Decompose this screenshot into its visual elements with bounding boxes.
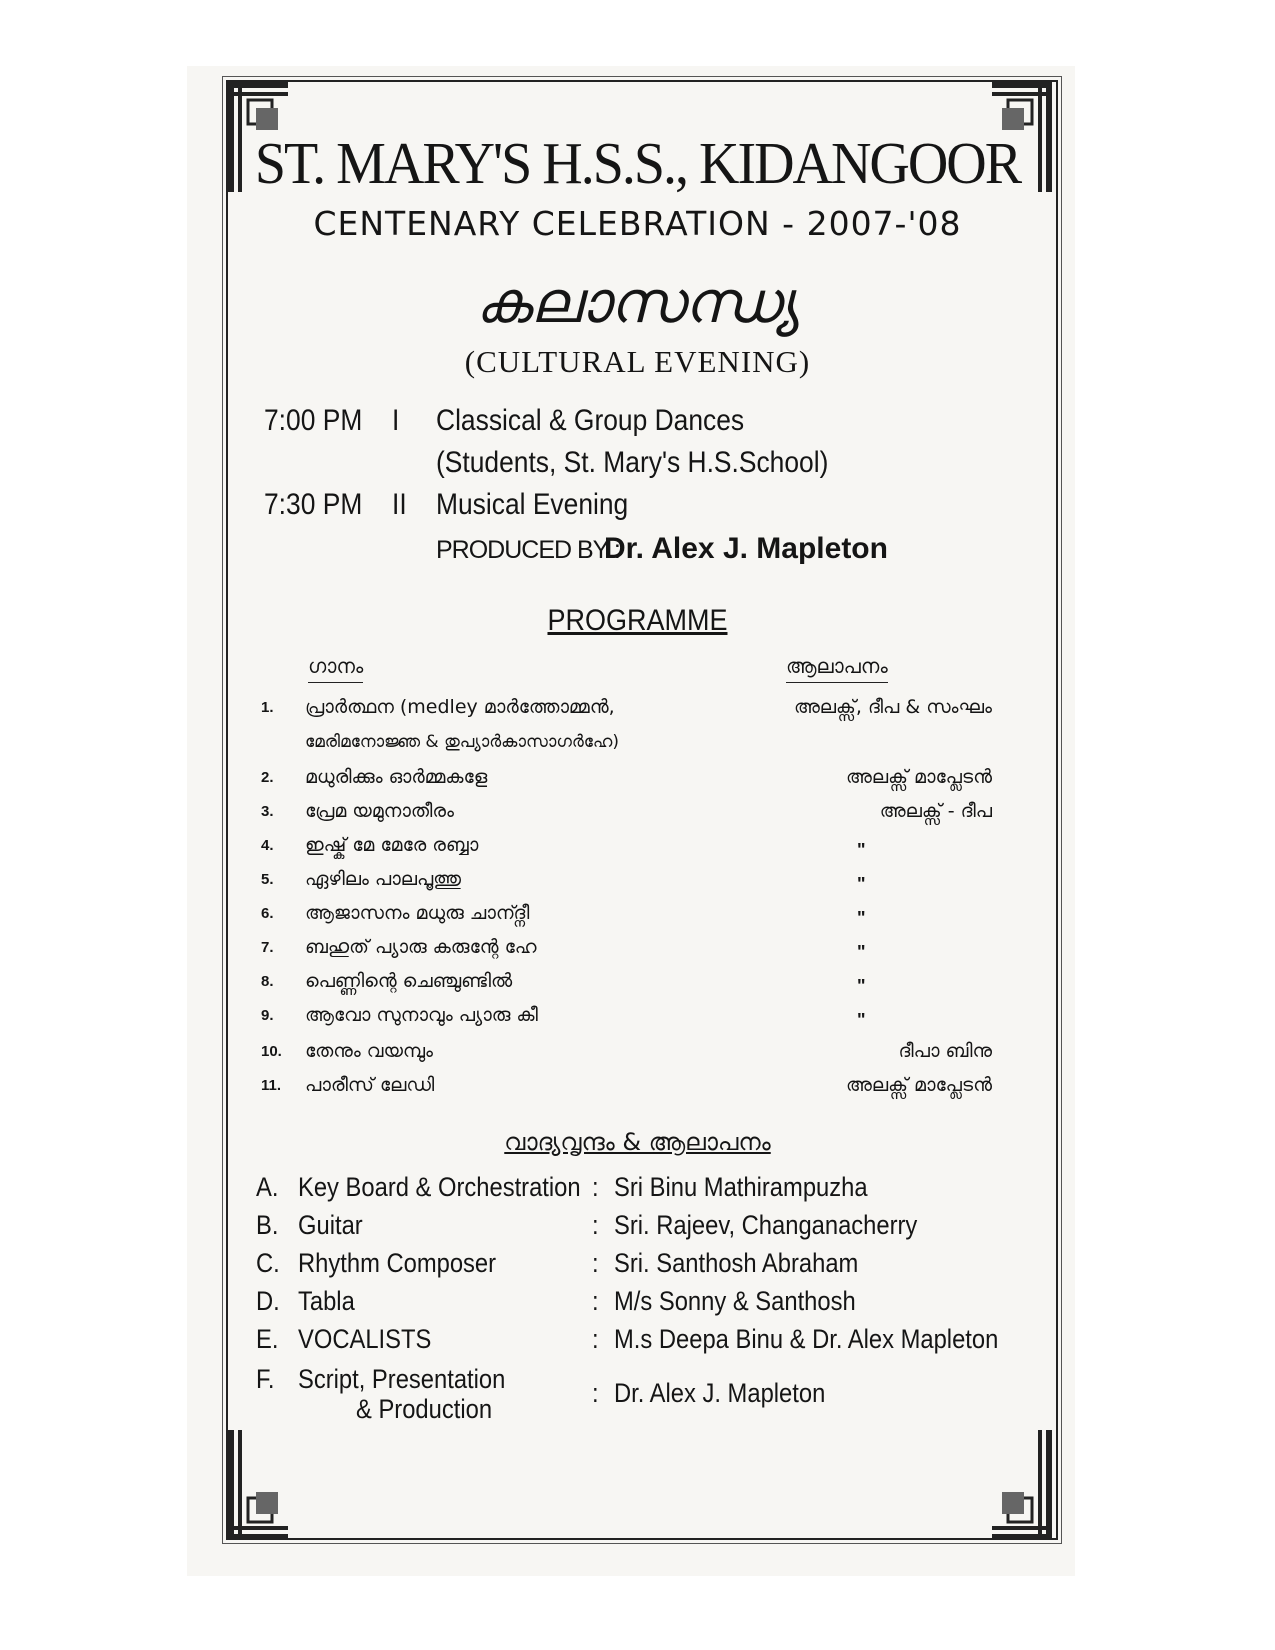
song-title: പാരീസ് ലേഡി [305, 1074, 435, 1096]
corner-ornament-bottom-right [988, 1424, 1056, 1544]
song-title: പ്രാർത്ഥന (medley മാർത്തോമ്മൻ, [305, 696, 615, 718]
schedule-detail-1: (Students, St. Mary's H.S.School) [436, 446, 829, 479]
column-heading-singer: ആലാപനം [786, 654, 888, 678]
schedule-time-1: 7:00 PM [264, 404, 363, 437]
song-title: ബഹുത് പ്യാരു കരുന്റേ ഹേ [305, 936, 537, 958]
orchestra-person: Sri. Santhosh Abraham [614, 1248, 859, 1278]
orchestra-letter: C. [256, 1248, 280, 1278]
song-number: 2. [261, 769, 274, 786]
song-singer: അലക്സ്, ദീപ & സംഘം [793, 696, 992, 718]
song-number: 3. [261, 803, 274, 820]
singer-ditto-mark: " [857, 1010, 866, 1030]
producer-name: Dr. Alex J. Mapleton [604, 532, 888, 565]
song-title-continued: മേരിമനോജ്ഞ & തുപ്യാർകാസാഗർഹേ) [305, 732, 619, 752]
orchestra-person: Sri. Rajeev, Changanacherry [614, 1210, 918, 1240]
song-number: 1. [261, 699, 274, 716]
song-singer: അലക്സ് മാപ്ലേടൻ [846, 1074, 992, 1096]
schedule-title-2: Musical Evening [436, 488, 629, 521]
schedule-roman-1: I [392, 404, 400, 437]
programme-heading: PROGRAMME [547, 604, 728, 637]
song-number: 7. [261, 939, 274, 956]
song-title: പ്രേമ യമുനാതീരം [305, 800, 454, 822]
orchestra-role: Guitar [298, 1210, 363, 1240]
orchestra-separator: : [592, 1324, 599, 1354]
orchestra-person: M/s Sonny & Santhosh [614, 1286, 856, 1316]
song-title: ആവോ സുനാവും പ്യാരു കീ [305, 1004, 538, 1026]
orchestra-letter: D. [256, 1286, 280, 1316]
song-number: 8. [261, 973, 274, 990]
orchestra-separator: : [592, 1172, 599, 1202]
orchestra-person: M.s Deepa Binu & Dr. Alex Mapleton [614, 1324, 999, 1354]
orchestra-role: Key Board & Orchestration [298, 1172, 581, 1202]
song-title: ഏഴിലം പാലപൂത്തു [305, 868, 462, 890]
schedule-title-1: Classical & Group Dances [436, 404, 745, 437]
song-number: 5. [261, 871, 274, 888]
orchestra-letter: B. [256, 1210, 279, 1240]
celebration-subtitle: CENTENARY CELEBRATION - 2007-'08 [313, 204, 962, 243]
orchestra-role-continued: & Production [356, 1394, 493, 1424]
orchestra-person: Dr. Alex J. Mapleton [614, 1378, 826, 1408]
song-title: പെണ്ണിന്റെ ചെഞ്ചുണ്ടിൽ [305, 970, 513, 992]
event-title-malayalam: കലാസന്ധ്യ [475, 268, 800, 336]
orchestra-role: VOCALISTS [298, 1324, 432, 1354]
orchestra-letter: F. [256, 1364, 275, 1394]
singer-ditto-mark: " [857, 942, 866, 962]
song-title: ആജാസനം മധുരു ചാന്ദ്നീ [305, 902, 530, 924]
song-singer: അലക്സ് - ദീപ [879, 800, 992, 822]
orchestra-role: Rhythm Composer [298, 1248, 497, 1278]
orchestra-letter: E. [256, 1324, 279, 1354]
orchestra-separator: : [592, 1286, 599, 1316]
orchestra-letter: A. [256, 1172, 279, 1202]
song-singer: അലക്സ് മാപ്ലേടൻ [846, 766, 992, 788]
orchestra-role: Tabla [298, 1286, 355, 1316]
schedule-time-2: 7:30 PM [264, 488, 363, 521]
produced-by-label: PRODUCED BY : [436, 536, 620, 564]
song-number: 6. [261, 905, 274, 922]
orchestra-separator: : [592, 1210, 599, 1240]
song-singer: ദീപാ ബിനു [898, 1040, 992, 1062]
song-number: 4. [261, 837, 274, 854]
orchestra-person: Sri Binu Mathirampuzha [614, 1172, 868, 1202]
orchestra-role: Script, Presentation [298, 1364, 506, 1394]
song-number: 11. [261, 1077, 282, 1094]
song-title: മധുരിക്കും ഓർമ്മകളേ [305, 766, 488, 788]
singer-ditto-mark: " [857, 874, 866, 894]
event-title-english: (CULTURAL EVENING) [464, 344, 811, 379]
song-number: 9. [261, 1007, 274, 1024]
column-heading-song: ഗാനം [308, 654, 363, 678]
song-title: തേനും വയമ്പും [305, 1040, 434, 1062]
orchestra-heading: വാദ്യവൃന്ദം & ആലാപനം [504, 1128, 771, 1156]
school-title: ST. MARY'S H.S.S., KIDANGOOR [254, 131, 1021, 197]
orchestra-separator: : [592, 1248, 599, 1278]
singer-ditto-mark: " [857, 840, 866, 860]
song-number: 10. [261, 1043, 282, 1060]
singer-ditto-mark: " [857, 976, 866, 996]
schedule-roman-2: II [392, 488, 407, 521]
corner-ornament-bottom-left [224, 1424, 292, 1544]
song-title: ഇഷ്ക് മേ മേരേ രബ്ബാ [305, 834, 479, 856]
singer-ditto-mark: " [857, 908, 866, 928]
orchestra-separator: : [592, 1378, 599, 1408]
